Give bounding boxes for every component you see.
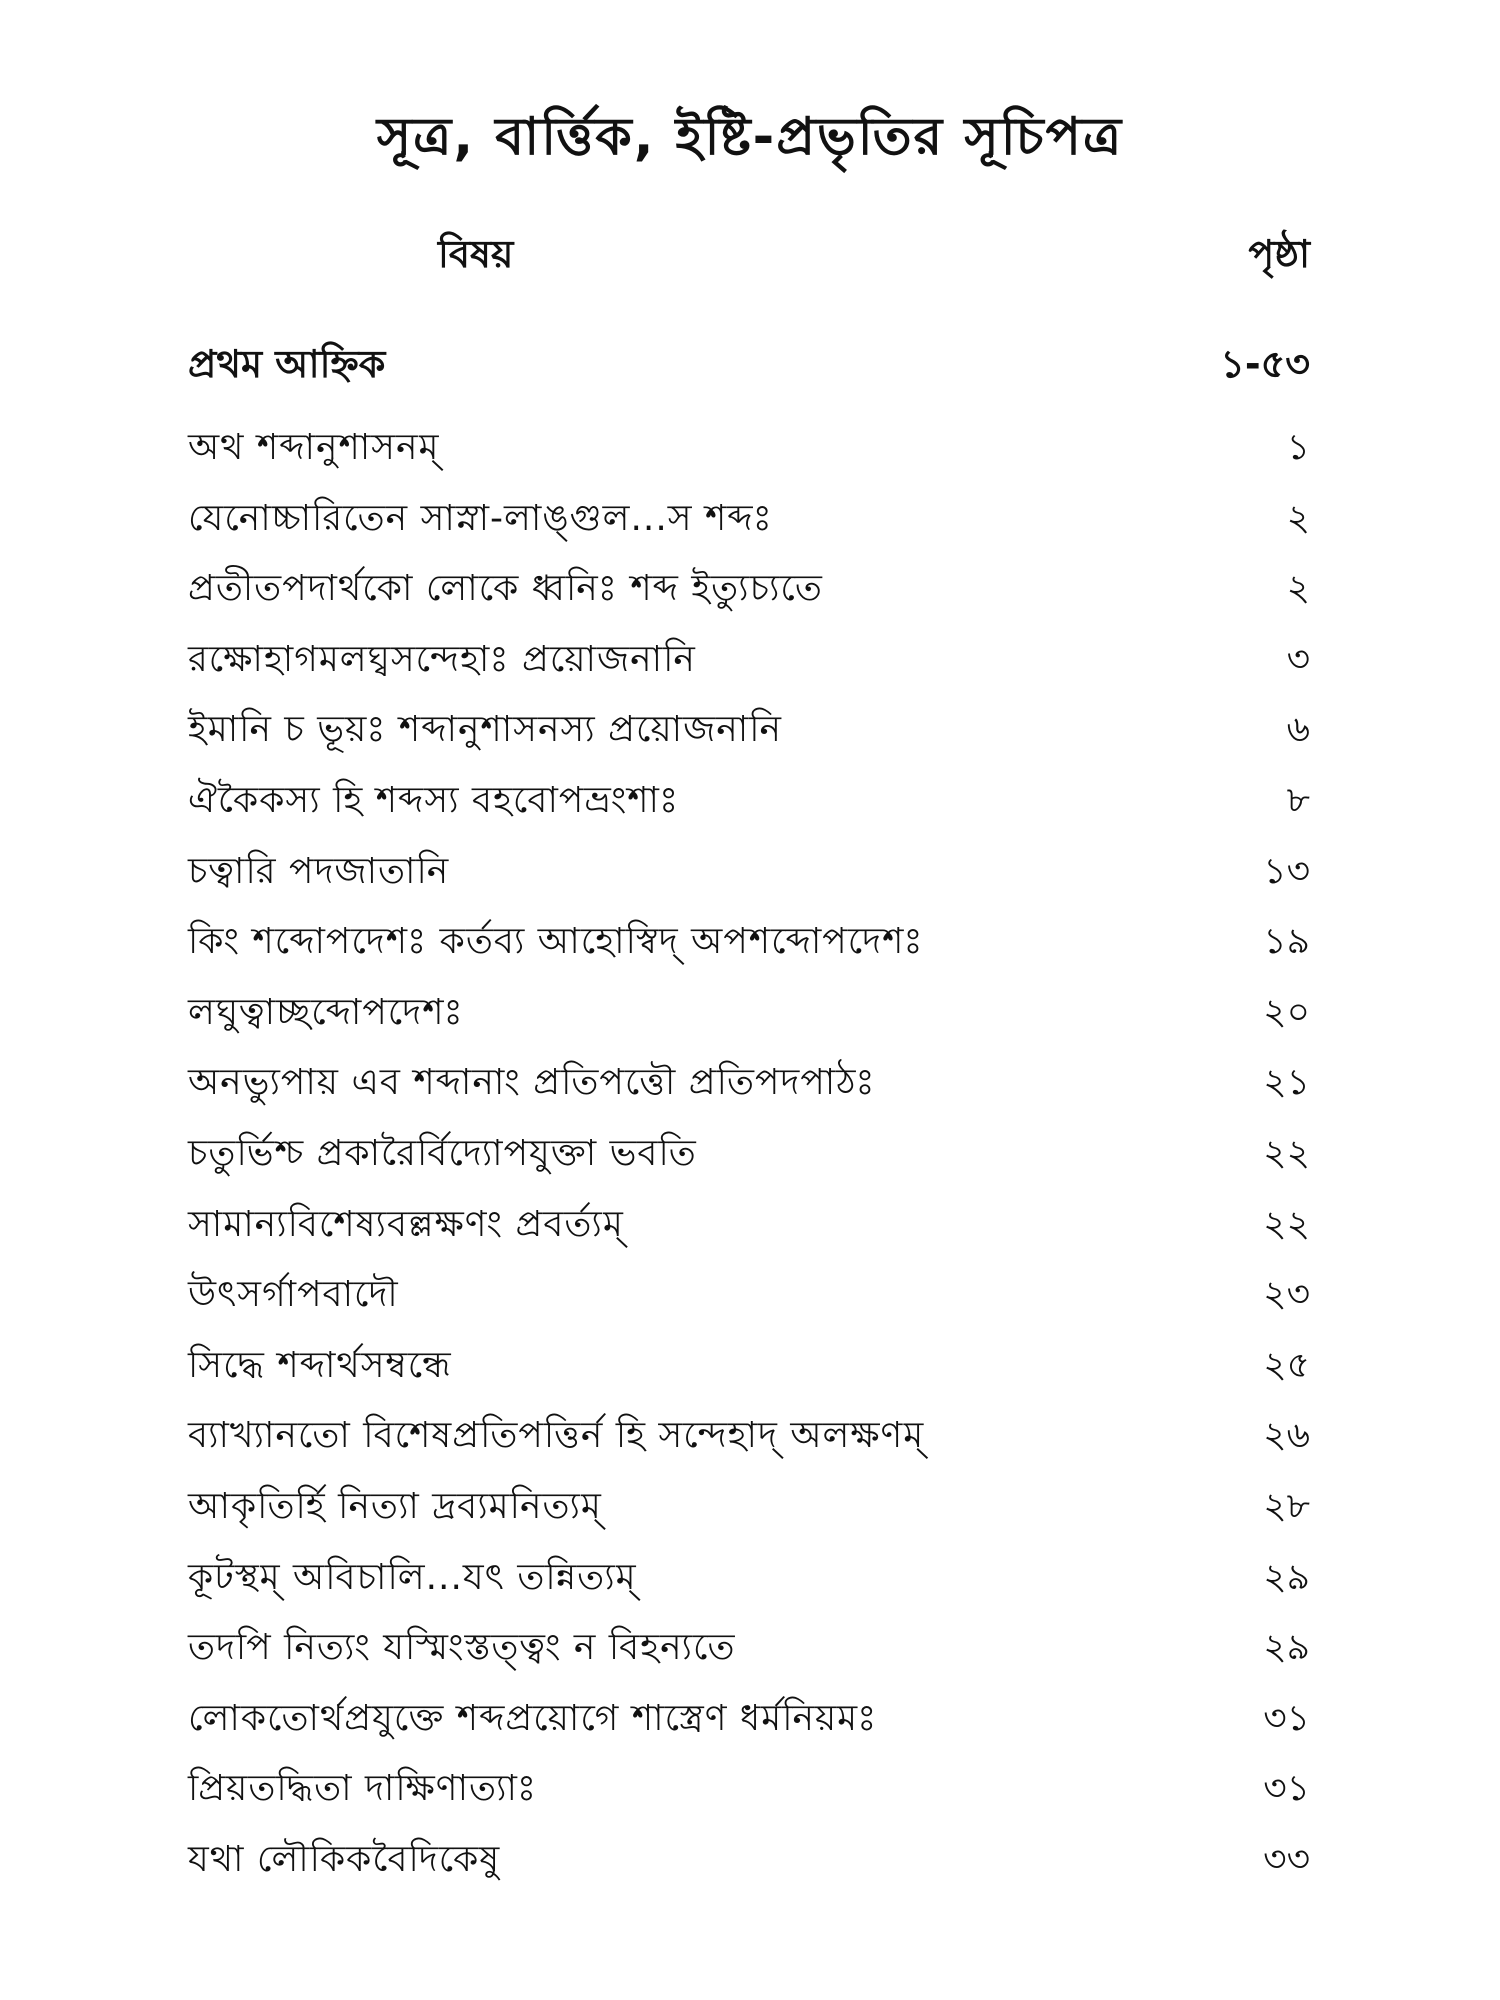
entry-page-number: ৬	[1286, 709, 1310, 751]
entry-page-number: ২৮	[1263, 1485, 1310, 1527]
list-item	[188, 1550, 1310, 1621]
entry-page-number: ২২	[1263, 1132, 1310, 1174]
entry-text: চত্বারি পদজাতানি	[188, 850, 450, 892]
entry-page-number: ১	[1286, 427, 1310, 468]
entry-page-number: ২১	[1263, 1062, 1310, 1104]
entry-page-number: ২৯	[1263, 1627, 1310, 1669]
entry-text: সামান্যবিশেষ্যবল্লক্ষণং প্রবর্ত্যম্	[188, 1203, 624, 1245]
entry-page-number: ২৩	[1263, 1274, 1310, 1316]
page-title: সূত্র, বার্ত্তিক, ইষ্টি-প্রভৃতির সূচিপত্র	[376, 107, 1124, 167]
entry-page-number: ২৬	[1263, 1415, 1310, 1457]
entry-page-number: ২৫	[1263, 1344, 1310, 1386]
list-item	[188, 1055, 1310, 1126]
list-item	[188, 1408, 1310, 1479]
entry-text: চতুর্ভিশ্চ প্রকারৈর্বিদ্যোপযুক্তা ভবতি	[188, 1132, 697, 1174]
list-item	[188, 632, 1310, 703]
entry-page-number: ২৯	[1263, 1556, 1310, 1598]
list-item	[188, 1691, 1310, 1762]
entry-text: যথা লৌকিকবৈদিকেষু	[188, 1838, 501, 1880]
list-item	[188, 561, 1310, 632]
section-heading-label: প্রথম আহ্নিক	[188, 342, 386, 386]
entry-page-number: ৩৩	[1263, 1838, 1310, 1880]
list-item	[188, 491, 1310, 562]
entry-page-number: ২২	[1263, 1203, 1310, 1245]
entry-text: ব্যাখ্যানতো বিশেষপ্রতিপত্তির্ন হি সন্দেহাদ্ অলক্ষণম্	[188, 1415, 925, 1457]
section-heading-row	[188, 335, 1310, 391]
entry-text: তদপি নিত্যং যস্মিংস্তত্ত্বং ন বিহন্যতে	[188, 1627, 736, 1669]
list-item	[188, 1479, 1310, 1550]
entry-page-number: ২	[1286, 497, 1310, 539]
entry-text: প্রিয়তদ্ধিতা দাক্ষিণাত্যাঃ	[188, 1768, 538, 1810]
entry-text: অনভ্যুপায় এব শব্দানাং প্রতিপত্তৌ প্রতিপদপাঠঃ	[188, 1062, 876, 1104]
list-item	[188, 985, 1310, 1056]
list-item	[188, 702, 1310, 773]
entry-text: লোকতোর্থপ্রযুক্তে শব্দপ্রয়োগে শাস্ত্রেণ ধর্মনিয়মঃ	[188, 1697, 878, 1739]
entry-text: লঘুত্বাচ্ছব্দোপদেশঃ	[188, 991, 464, 1033]
section-heading-pages: ১-৫৩	[1220, 342, 1310, 386]
entry-text: উৎসর্গাপবাদৌ	[188, 1274, 399, 1316]
entry-page-number: ৮	[1286, 779, 1310, 821]
entry-text: ঐকৈকস্য হি শব্দস্য বহবোপভ্রংশাঃ	[188, 779, 680, 821]
list-item	[188, 914, 1310, 985]
list-item	[188, 844, 1310, 915]
entry-text: রক্ষোহাগমলঘ্বসন্দেহাঃ প্রয়োজনানি	[188, 638, 696, 680]
column-header-page: পৃষ্ঠা	[1248, 232, 1310, 276]
entry-page-number: ৩	[1286, 638, 1310, 680]
entry-text: কিং শব্দোপদেশঃ কর্তব্য আহোস্বিদ্ অপশব্দোপদেশঃ	[188, 921, 924, 963]
entry-page-number: ১৩	[1263, 850, 1310, 892]
list-item	[188, 773, 1310, 844]
list-item	[188, 1338, 1310, 1409]
list-item	[188, 1620, 1310, 1691]
list-item	[188, 1126, 1310, 1197]
entry-text: অথ শব্দানুশাসনম্	[188, 427, 440, 468]
entry-text: সিদ্ধে শব্দার্থসম্বন্ধে	[188, 1344, 452, 1386]
entry-page-number: ২০	[1263, 991, 1310, 1033]
entry-page-number: ৩১	[1263, 1768, 1310, 1810]
list-item	[188, 1267, 1310, 1338]
entry-page-number: ২	[1286, 568, 1310, 610]
entry-text: ইমানি চ ভূয়ঃ শব্দানুশাসনস্য প্রয়োজনানি	[188, 709, 783, 751]
entry-page-number: ১৯	[1263, 921, 1310, 963]
list-item	[188, 1761, 1310, 1832]
entry-text: আকৃতির্হি নিত্যা দ্রব্যমনিত্যম্	[188, 1485, 602, 1527]
column-header-subject: বিষয়	[438, 232, 514, 276]
entry-text: কূটস্থম্ অবিচালি...যৎ তন্নিত্যম্	[188, 1556, 637, 1598]
entry-text: প্রতীতপদার্থকো লোকে ধ্বনিঃ শব্দ ইত্যুচ্যতে	[188, 568, 823, 610]
entry-text: যেনোচ্চারিতেন সাস্না-লাঙ্গুল...স শব্দঃ	[188, 497, 773, 539]
entry-page-number: ৩১	[1263, 1697, 1310, 1739]
list-item	[188, 1832, 1310, 1903]
list-item	[188, 1197, 1310, 1268]
contents-list	[188, 420, 1310, 1902]
list-item	[188, 420, 1310, 491]
